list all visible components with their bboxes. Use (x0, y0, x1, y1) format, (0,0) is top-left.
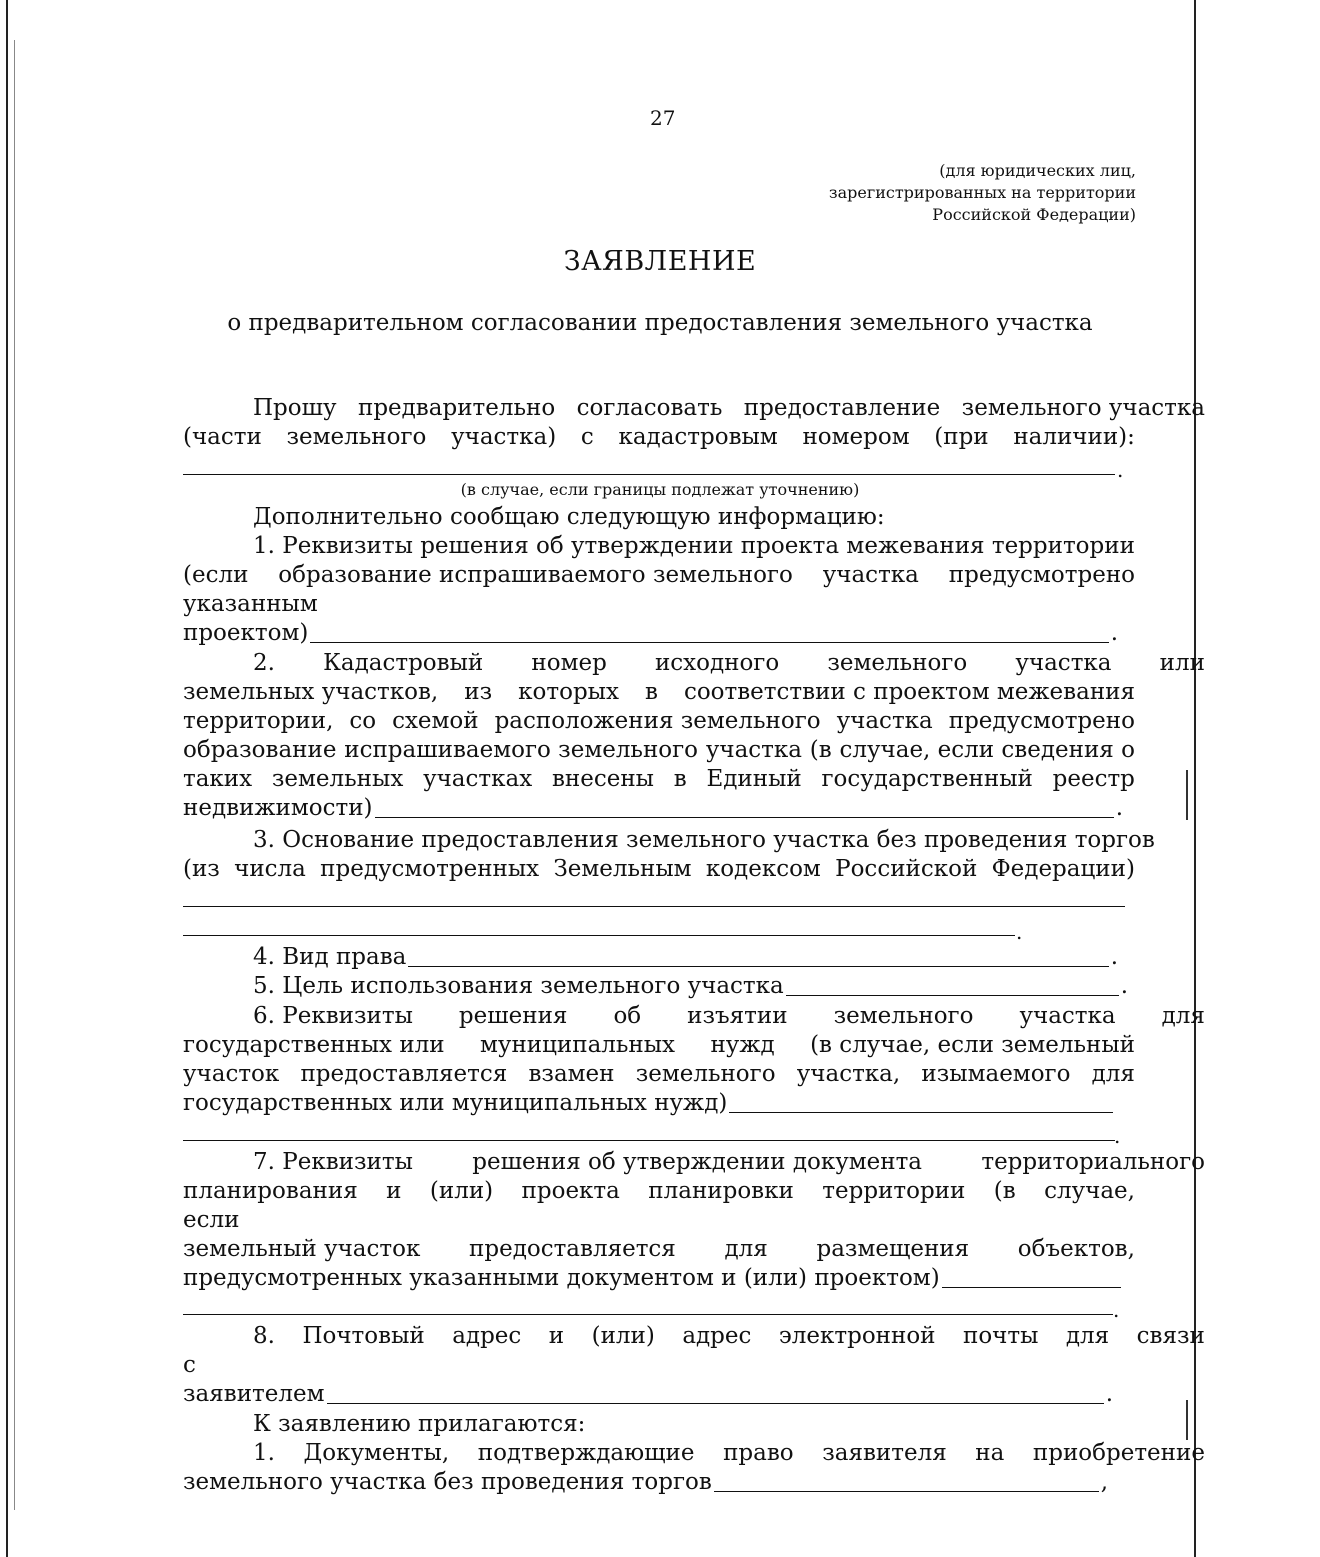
attachment-1-line-2: земельного участка без проведения торгов , (183, 1469, 1108, 1495)
land-use-purpose-field[interactable] (786, 975, 1119, 996)
document-subtitle: о предварительном согласовании предоставления земельного участка (227, 310, 1093, 336)
item-3-line-2: (из числа предусмотренных Земельным кодексом Российской Федерации) (183, 856, 1135, 882)
right-type-field[interactable] (408, 946, 1108, 967)
item-6-field-1[interactable] (729, 1092, 1113, 1113)
intro-line-1: Прошу предварительно согласовать предоставление земельного участка (253, 395, 1205, 421)
item-2-line-2: земельных участков, из которых в соответствии с проектом межевания (183, 679, 1135, 705)
item-7-line-2: планирования и (или) проекта планировки территории (в случае, (183, 1178, 1135, 1204)
item-7-field-1[interactable] (942, 1267, 1121, 1288)
item-8-line-3: заявителем . (183, 1381, 1113, 1407)
item-6-line-2: государственных или муниципальных нужд (в случае, если земельный (183, 1032, 1135, 1058)
item-7-line-4: земельный участок предоставляется для размещения объектов, (183, 1236, 1135, 1262)
attachment-1-line-1: 1. Документы, подтверждающие право заявителя на приобретение (253, 1440, 1205, 1466)
item-1-line-2: (если образование испрашиваемого земельного участка предусмотрено (183, 562, 1135, 588)
item-6-line-3: участок предоставляется взамен земельного участка, изымаемого для (183, 1061, 1135, 1087)
item-7-line-5: предусмотренных указанными документом и (или) проектом) (183, 1264, 1123, 1293)
item-2-line-6: недвижимости) . (183, 795, 1123, 821)
item-1-field[interactable] (310, 622, 1108, 643)
item-7-field-2[interactable] (183, 1314, 1113, 1315)
item-2-line-1: 2. Кадастровый номер исходного земельного участка или (253, 650, 1205, 676)
item-6-line-1: 6. Реквизиты решения об изъятии земельного участка для (253, 1003, 1205, 1029)
item-2-line-5: таких земельных участках внесены в Единый государственный реестр (183, 766, 1135, 792)
cadastral-number-field[interactable] (183, 474, 1115, 475)
item-8-line-2: с (183, 1352, 196, 1378)
additional-info-heading: Дополнительно сообщаю следующую информацию: (253, 504, 885, 530)
item-8-line-1: 8. Почтовый адрес и (или) адрес электронной почты для связи (253, 1323, 1205, 1349)
field-caption: (в случае, если границы подлежат уточнению) (460, 480, 860, 499)
item-7-line-3: если (183, 1207, 240, 1233)
item-1-line-4: проектом) . (183, 620, 1118, 646)
scan-mark-right (1186, 770, 1188, 820)
item-3-line-1: 3. Основание предоставления земельного участка без проведения торгов (253, 827, 1155, 853)
item-2-line-4: образование испрашиваемого земельного участка (в случае, если сведения о (183, 737, 1135, 763)
item-4: 4. Вид права . (253, 944, 1118, 970)
item-7-line-1: 7. Реквизиты решения об утверждении документа территориального (253, 1149, 1205, 1175)
item-1-line-3: указанным (183, 591, 318, 617)
contact-address-field[interactable] (327, 1383, 1104, 1404)
attachment-1-field[interactable] (714, 1471, 1099, 1492)
applicant-note: (для юридических лиц, зарегистрированных на территории Российской Федерации) (828, 161, 1136, 224)
document-title: ЗАЯВЛЕНИЕ (563, 246, 757, 277)
attachments-heading: К заявлению прилагаются: (253, 1411, 586, 1437)
item-1-line-1: 1. Реквизиты решения об утверждении проекта межевания территории (253, 533, 1135, 559)
item-6-line-4: государственных или муниципальных нужд) (183, 1089, 1115, 1118)
scan-border-left (6, 0, 8, 1557)
item-2-field[interactable] (375, 797, 1114, 818)
item-6-field-2[interactable] (183, 1140, 1115, 1141)
item-3-field-1[interactable] (183, 906, 1125, 907)
page-number: 27 (650, 106, 676, 130)
item-2-line-3: территории, со схемой расположения земельного участка предусмотрено (183, 708, 1135, 734)
item-3-field-2[interactable] (183, 935, 1015, 936)
intro-line-2: (части земельного участка) с кадастровым номером (при наличии): (183, 424, 1135, 450)
item-5: 5. Цель использования земельного участка . (253, 973, 1128, 999)
